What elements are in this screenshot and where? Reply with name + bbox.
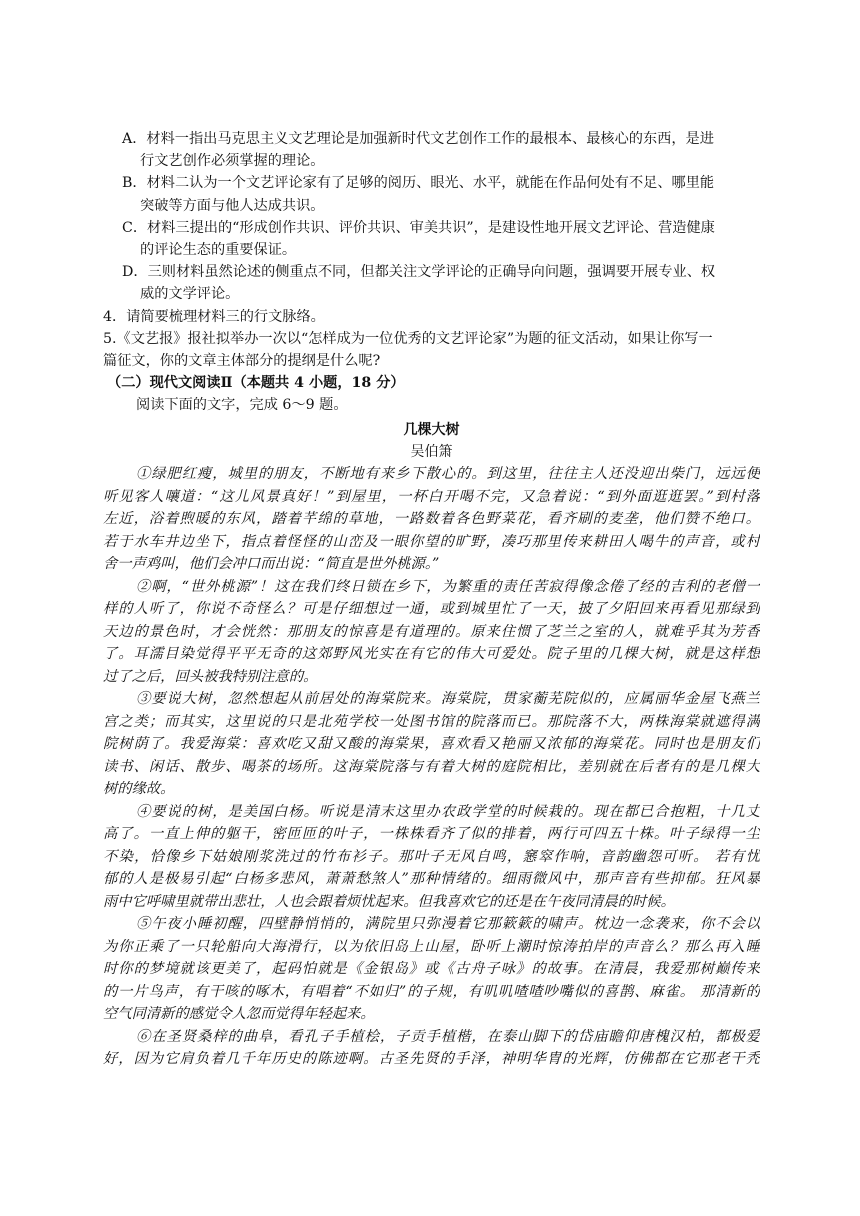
paragraph-line: 树的缘故。 bbox=[103, 781, 175, 798]
article-title: 几棵大树 bbox=[403, 421, 460, 438]
options-list bbox=[103, 128, 760, 306]
paragraph-line: 好，因为它肩负着几千年历史的陈迹啊。古圣先贤的手泽，神明华胄的光辉，仿佛都在它那老干秃 bbox=[103, 1051, 760, 1068]
paragraph-3 bbox=[103, 688, 760, 801]
option-b-line-1: B．材料二认为一个文艺评论家有了足够的阅历、眼光、水平，就能在作品何处有不足、哪里能 bbox=[122, 175, 715, 192]
reading-instruction: 阅读下面的文字，完成 6～9 题。 bbox=[136, 397, 348, 414]
paragraph-line: 的一片鸟声，有干咳的啄木，有唱着“不如归”的子规，有叽叽喳喳吵嘴似的喜鹊、麻雀。 那清新的 bbox=[103, 983, 760, 1000]
question-5-line-1: 5.《文艺报》报社拟举办一次以“怎样成为一位优秀的文艺评论家”为题的征文活动，如果让你写一 bbox=[103, 330, 713, 347]
article-author: 吴伯箫 bbox=[410, 443, 453, 460]
paragraph-line: 听见客人嚷道：“这儿风景真好！”到屋里，一杯白开喝不完，又急着说：“到外面逛逛罢。”到村落 bbox=[103, 488, 760, 505]
question-4-line-1: 4．请简要梳理材料三的行文脉络。 bbox=[103, 308, 325, 325]
paragraph-1 bbox=[103, 463, 760, 576]
section-heading: （二）现代文阅读Ⅱ（本题共 4 小题，18 分） bbox=[107, 375, 405, 392]
paragraph-line: ④要说的树，是美国白杨。听说是清末这里办农政学堂的时候栽的。现在都已合抱粗，十几丈 bbox=[136, 803, 760, 820]
paragraph-line: 样的人听了，你说不奇怪么？可是仔细想过一通，或到城里忙了一天，披了夕阳回来再看见那绿到 bbox=[103, 601, 760, 618]
document-page bbox=[103, 128, 760, 1071]
paragraph-line: 院树荫了。我爱海棠：喜欢吃又甜又酸的海棠果，喜欢看又艳丽又浓郁的海棠花。同时也是朋友们 bbox=[103, 736, 760, 753]
option-d-line-1: D．三则材料虽然论述的侧重点不同，但都关注文学评论的正确导向问题，强调要开展专业、权 bbox=[122, 264, 716, 281]
paragraph-line: 高了。一直上伸的躯干，密匝匝的叶子，一株株看齐了似的排着，两行可四五十株。叶子绿得一尘 bbox=[103, 826, 760, 843]
option-c-line-1: C．材料三提出的“形成创作共识、评价共识、审美共识”，是建设性地开展文艺评论、营造健康 bbox=[122, 219, 715, 236]
question-5-line-2: 篇征文，你的文章主体部分的提纲是什么呢? bbox=[103, 353, 381, 370]
paragraph-line: ①绿肥红瘦，城里的朋友，不断地有来乡下散心的。到这里，往往主人还没迎出柴门，远远便 bbox=[136, 466, 760, 483]
paragraph-line: ⑤午夜小睡初醒，四壁静悄悄的，满院里只弥漫着它那簌簌的啸声。枕边一念袭来，你不会以 bbox=[136, 916, 760, 933]
option-c-line-2: 的评论生态的重要保证。 bbox=[140, 242, 297, 259]
option-a-line-1: A．材料一指出马克思主义文艺理论是加强新时代文艺创作工作的最根本、最核心的东西，是进 bbox=[122, 131, 714, 147]
option-d bbox=[103, 261, 760, 305]
option-b bbox=[103, 172, 760, 216]
article-body bbox=[103, 463, 760, 1071]
question-4 bbox=[103, 306, 760, 328]
paragraph-line: 郁的人是极易引起“白杨多悲风，萧萧愁煞人”那种情绪的。细雨微风中，那声音有些抑郁。狂风暴 bbox=[103, 871, 760, 888]
paragraph-line: 若于水车井边坐下，指点着怪怪的山峦及一眼你望的旷野，凑巧那里传来耕田人喝牛的声音，或村 bbox=[103, 533, 760, 550]
paragraph-line: 雨中它呼啸里就带出悲壮，人也会跟着烦忧起来。但我喜欢它的还是在午夜同清晨的时候。 bbox=[103, 893, 675, 910]
paragraph-line: 读书、闲话、散步、喝茶的场所。这海棠院落与有着大树的庭院相比，差别就在后者有的是几棵大 bbox=[103, 758, 760, 775]
paragraph-line: 舍一声鸡叫，他们会冲口而出说：“简直是世外桃源。” bbox=[103, 556, 440, 573]
paragraph-5 bbox=[103, 913, 760, 1026]
paragraph-line: 时你的梦境就该更美了，起码怕就是《金银岛》或《古舟子咏》的故事。在清晨，我爱那树巅传来 bbox=[103, 961, 760, 978]
paragraph-line: 空气同清新的感觉令人忽而觉得年轻起来。 bbox=[103, 1006, 375, 1023]
paragraph-line: 不染，恰像乡下姑娘刚浆洗过的竹布衫子。那叶子无风自鸣，窸窣作响，音韵幽怨可听。 若有忧 bbox=[103, 848, 760, 865]
paragraph-line: 天边的景色时，才会恍然：那朋友的惊喜是有道理的。原来住惯了芝兰之室的人，就难乎其为芳香 bbox=[103, 623, 760, 640]
option-c bbox=[103, 217, 760, 261]
paragraph-line: ⑥在圣贤桑梓的曲阜，看孔子手植桧，子贡手植楷，在泰山脚下的岱庙瞻仰唐槐汉柏，都极爱 bbox=[136, 1028, 760, 1045]
paragraph-line: ③要说大树，忽然想起从前居处的海棠院来。海棠院，贯家蘅芜院似的，应属丽华金屋飞燕兰 bbox=[136, 691, 760, 708]
paragraph-line: 宫之类；而其实，这里说的只是北苑学校一处图书馆的院落而已。那院落不大，两株海棠就遮得满 bbox=[103, 713, 760, 730]
question-5 bbox=[103, 328, 760, 372]
paragraph-line: 为你正乘了一只轮船向大海滑行，以为依旧岛上山屋，卧听上潮时惊涛拍岸的声音么？那么再入睡 bbox=[103, 938, 760, 955]
option-d-line-2: 威的文学评论。 bbox=[140, 286, 240, 303]
paragraph-line: 了。耳濡目染觉得平平无奇的这郊野风光实在有它的伟大可爱处。院子里的几棵大树，就是这样想 bbox=[103, 646, 760, 663]
paragraph-4 bbox=[103, 801, 760, 914]
option-b-line-2: 突破等方面与他人达成共识。 bbox=[140, 197, 325, 214]
paragraph-2 bbox=[103, 576, 760, 689]
paragraph-line: ②啊，“世外桃源”！这在我们终日锁在乡下，为繁重的责任苦寂得像念倦了经的吉利的老僧一 bbox=[136, 578, 760, 595]
paragraph-line: 左近，浴着煦暖的东风，踏着芊绵的草地，一路数着各色野菜花，看齐刷的麦垄，他们赞不绝口。 bbox=[103, 511, 760, 528]
option-a-line-2: 行文艺创作必须掌握的理论。 bbox=[140, 153, 325, 170]
paragraph-line: 过了之后，回头被我特别注意的。 bbox=[103, 668, 318, 685]
paragraph-6 bbox=[103, 1026, 760, 1071]
option-a bbox=[103, 128, 760, 172]
